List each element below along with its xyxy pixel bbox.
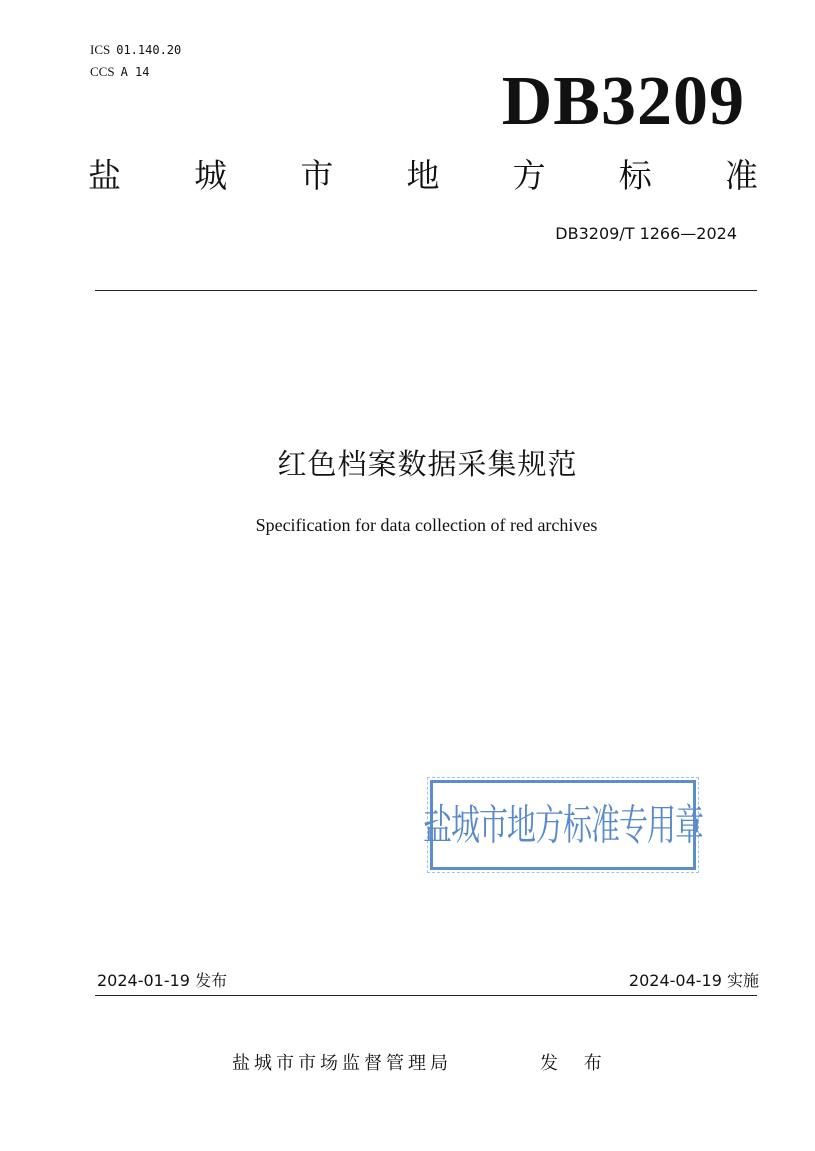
standard-number: DB3209/T 1266—2024 bbox=[555, 224, 737, 243]
standard-type-char: 地 bbox=[406, 156, 440, 195]
bottom-divider bbox=[95, 995, 757, 996]
ics-label: ICS bbox=[90, 42, 111, 57]
issue-word: 发 布 bbox=[540, 1053, 612, 1074]
standard-type-char: 城 bbox=[194, 156, 228, 195]
top-divider bbox=[95, 290, 757, 291]
standard-type-char: 方 bbox=[512, 156, 546, 195]
ics-line bbox=[90, 43, 181, 57]
issue-date: 2024-01-19 发布 bbox=[97, 971, 228, 990]
document-title-en: Specification for data collection of red archives bbox=[255, 515, 598, 535]
ccs-value: A 14 bbox=[120, 65, 150, 79]
ccs-label: CCS bbox=[90, 64, 115, 79]
standard-type-char: 市 bbox=[300, 156, 334, 195]
standard-type-char: 盐 bbox=[88, 156, 121, 195]
stamp-text: 盐城市地方标准专用章 bbox=[423, 800, 704, 850]
ics-value: 01.140.20 bbox=[116, 43, 182, 57]
ccs-line bbox=[90, 65, 149, 79]
official-seal-stamp bbox=[423, 780, 704, 870]
standard-type-char: 准 bbox=[724, 156, 758, 195]
standard-code: DB3209 bbox=[501, 63, 745, 140]
standard-type bbox=[88, 154, 758, 198]
document-title-cn: 红色档案数据采集规范 bbox=[277, 447, 578, 481]
implementation-date: 2024-04-19 实施 bbox=[628, 971, 759, 990]
standard-type-char: 标 bbox=[618, 156, 652, 195]
issuing-authority: 盐城市市场监督管理局 bbox=[232, 1053, 452, 1074]
